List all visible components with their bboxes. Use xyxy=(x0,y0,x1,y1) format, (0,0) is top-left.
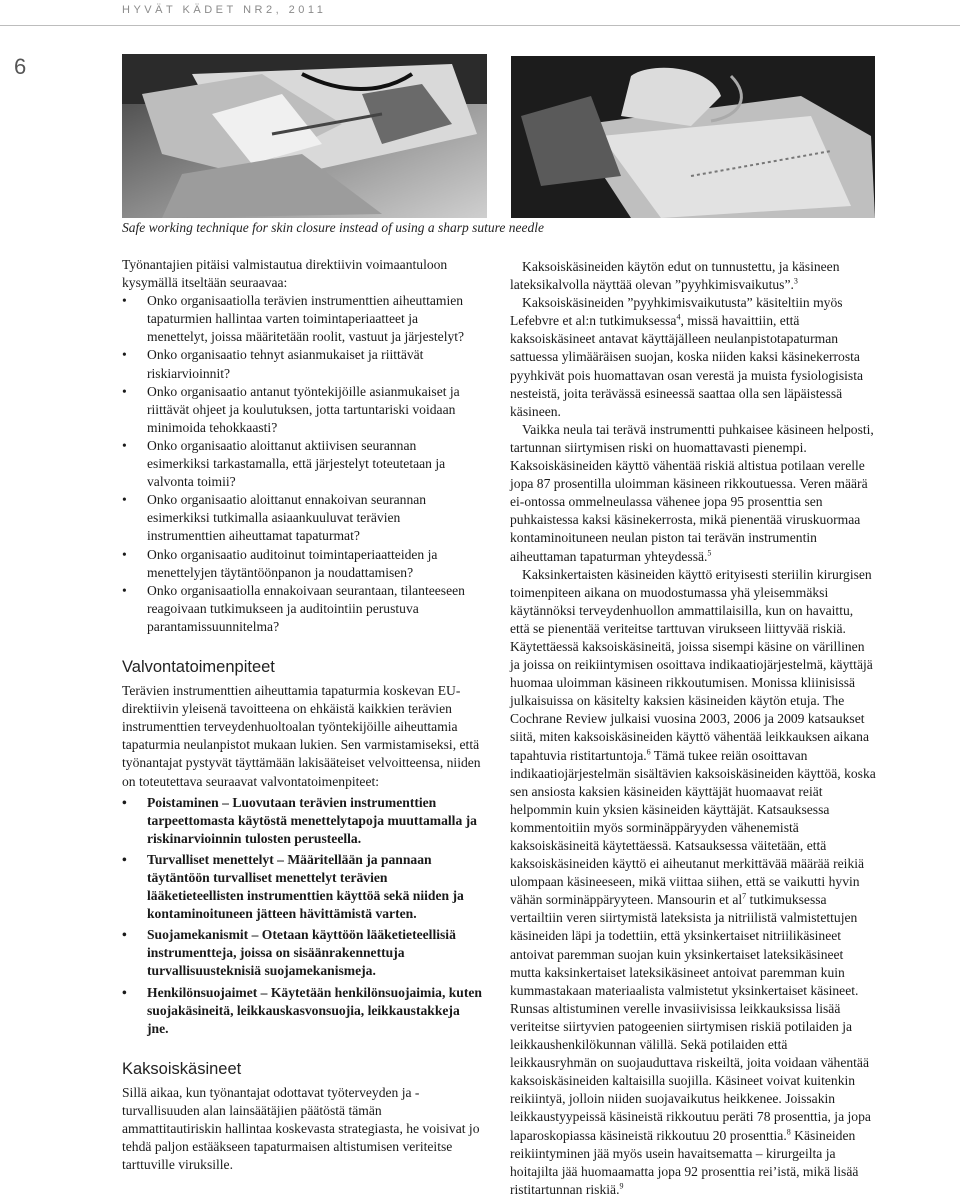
header-rule xyxy=(0,25,960,26)
footnote-ref: 4 xyxy=(676,312,681,322)
section-heading-valvontatoimenpiteet: Valvontatoimenpiteet xyxy=(122,657,275,676)
body-paragraph: Kaksinkertaisten käsineiden käyttö erityisesti steriilin kirurgisen toimenpiteen aikana on muodostumassa yhä yleisemmäksi käytännöksi terveydenhuollon ammattilaisilla, kun on havaittu, että se pienentää veriteitse tarttuvan virukseen liittyvää riskiä. Käytettäessä kaksoiskäsineitä, joissa sisempi käsine on värillinen ja joissa on reikiintymisen osoittava indikaatiojärjestelmä, käyttäjä huomaa uloimman käsineen rikkoutumisen. Monissa kliinisissä julkaisuissa on käsitelty kaksien käsineiden käytön etuja. The Cochrane Review julkaisi vuosina 2003, 2006 ja 2009 katsaukset siitä, miten kaksoiskäsineiden käyttö vähentää leikkauksen aikana tapahtuvia ristitartuntoja.$^6$ Tämä tukee reiän osoittavan indikaatiojärjestelmän sisältävien kaksoiskäsineiden käyttöä, koska sen ansiosta kaksien käsineiden käyttäjät huomaavat reiät helpommin kuin yksien käsineiden käyttäjät. Katsauksessa kommentoitiin myös sorminäppäryyden vähenemistä kaksoiskäsineitä käytettäessä. Katsauksessa väitetään, että kaksoiskäsineiden käyttö ei aiheutanut merkittävää määrää reikiä ulompaan käsineeseen, mikä viittaa siihen, että se vaikutti hyvin vähän sorminäppäryyteen. Mansourin et $al^7$ tutkimuksessa vertailtiin veren siirtymistä lateksista ja nitriilistä valmistettujen käsineiden läpi ja todettiin, että yksinkertaiset nitriilikäsineet antoivat paremman suojan kuin yksinkertaiset lateksikäsineet mutta kaksinkertaiset lateksikäsineet antoivat paremman kuin kummastakaan materiaalista valmistetut yksinkertaiset käsineet. Runsas altistuminen verelle invasiivisissa leikkauksissa lisää veriteitse siirtyvien patogeenien siirtymisen riskiä potilaiden ja leikkaushenkilökunnan välillä. Sekä potilaiden että leikkausryhmän on suojauduttava riskeiltä, joita voidaan vähentää kaksoiskäsineiden kaltaisilla suojilla. Käsineet voivat kuitenkin reikiintyä, jolloin niiden suojavaikutus heikkenee. Joissakin leikkaustyypeissä käsineistä rikkoutuu peräti 78 prosenttia, ja jopa laparoskopiassa käsineistä rikkoutuu 20 prosenttia.$^8$ Käsineiden reikiintyminen jää myös usein havaitsematta – kirurgeilta ja hoitajilta jää huomaamatta jopa 92 prosenttia rei’istä, mikä lisää ristitartunnan riskiä.$^9$ xyxy=(510,566,876,1197)
list-item: • Henkilönsuojaimet – Käytetään henkilönsuojaimia, kuten suojakäsineitä, leikkauskasvonsuojia, leikkaustakkeja jne. xyxy=(122,984,482,1036)
list-item: • Onko organisaatio aloittanut ennakoivan seurannan esimerkiksi tutkimalla asiaankuuluvat terävien instrumenttien aiheuttamat tapaturmat? xyxy=(122,492,427,544)
section-paragraph: Sillä aikaa, kun työnantajat odottavat työterveyden ja -turvallisuuden alan lainsäätäjien päätöstä tämän ammattitautiriskin hallintaa koskevasta strategiasta, he voisivat jo tehdä paljon estääkseen tapaturmaisen altistumisen veriteitse tarttuville viruksille. xyxy=(122,1084,480,1173)
list-item: • Onko organisaatio tehnyt asianmukaiset ja riittävät riskiarvioinnit? xyxy=(122,347,424,381)
footnote-ref: 8 xyxy=(786,1126,791,1136)
list-item: • Onko organisaatio auditoinut toimintaperiaatteiden ja menettelyjen täytäntöönpanon ja noudattamisen? xyxy=(122,546,438,580)
section-heading-kaksoiskasineet: Kaksoiskäsineet xyxy=(122,1059,242,1078)
list-item: • Onko organisaatio aloittanut aktiivisen seurannan esimerkiksi tarkastamalla, että järjestelyt toteutetaan ja valvonta toimii? xyxy=(122,437,446,490)
left-column xyxy=(122,256,482,1174)
footnote-ref: 7 xyxy=(742,891,747,901)
footnote-ref: 6 xyxy=(646,747,651,756)
list-item: • Poistaminen – Luovutaan terävien instrumenttien tarpeettomasta käytöstä menettelytapoja muuttamalla ja riskinarvioinnin tulosten perusteella. xyxy=(122,794,477,846)
body-paragraph: Vaikka neula tai terävä instrumentti puhkaisee käsineen helposti, tartunnan siirtymisen riski on huomattavasti pienempi. Kaksoiskäsineiden käyttö vähentää riskiä altistua potilaan verelle jopa 87 prosentilla uloimman käsineen rikkoutuessa. Veren määrä ei-ontossa ommelneulassa vähenee jopa 95 prosenttia sen puhkaistessa kaksi käsinekerrosta, mikä pienentää viruskuormaa kontaminoituneen neulan piston tai terävän instrumentin aiheuttaman tapaturman yhteydessä.$^5$ xyxy=(510,421,874,564)
surgical-skin-closure-photo xyxy=(122,54,487,218)
list-item: • Onko organisaatiolla ennakoivaan seurantaan, tilanteeseen reagoivaan tutkimukseen ja auditointiin perustuva parantamissuunnitelma? xyxy=(122,582,465,634)
running-header: HYVÄT KÄDET NR2, 2011 xyxy=(122,4,327,16)
page-number: 6 xyxy=(14,54,27,79)
body-paragraph: Kaksoiskäsineiden ”pyyhkimisvaikutusta” käsiteltiin myös Lefebvre et al:n tutkimuksessa$^4$, missä havaittiin, että kaksoiskäsineet antavat käyttäjälleen neulanpistotapaturman sattuessa ylimääräisen suojan, koska niiden kaksi käsinekerrosta pyyhkivät pois huomattavan osan verestä ja muista fysiologisista nesteistä, joita terävässä esineessä saattaa olla sen läpäistessä käsineen. xyxy=(510,295,863,419)
section-paragraph: Terävien instrumenttien aiheuttamia tapaturmia koskevan EU-direktiivin yleisenä tavoitteena on ehkäistä kaikkien terävien instrumenttien terveydenhuoltoalan työntekijöille aiheuttamia tapaturmia neulanpistot mukaan lukien. Sen varmistamiseksi, että työnantajat pystyvät täyttämään lakisääteiset velvoitteensa, niiden on toteutettava seuraavat valvontatoimenpiteet: xyxy=(122,683,481,789)
list-item: • Turvalliset menettelyt – Määritellään ja pannaan täytäntöön turvalliset menettelyt terävien lääketieteellisten instrumenttien käyttöä sekä niiden ja kontaminoituneen jätteen hävittämistä varten. xyxy=(122,851,464,922)
list-item: • Suojamekanismit – Otetaan käyttöön lääketieteellisiä instrumentteja, joissa on sisäänrakennettuja turvallisuusteknisiä suojamekanismeja. xyxy=(122,927,456,979)
footnote-ref: 5 xyxy=(707,547,712,557)
body-paragraph: Kaksoiskäsineiden käytön edut on tunnustettu, ja käsineen lateksikalvolla näyttää olevan ”pyyhkimisvaikutus”.$^3$ xyxy=(510,259,840,293)
measures-list xyxy=(122,794,482,1038)
footnote-ref: 3 xyxy=(793,276,798,286)
intro-paragraph: Työnantajien pitäisi valmistautua direktiivin voimaantuloon kysymällä itseltään seuraavaa: xyxy=(122,257,448,291)
suture-closure-photo xyxy=(511,56,875,218)
right-column xyxy=(510,258,876,1199)
question-list xyxy=(122,292,482,636)
footnote-ref: 9 xyxy=(619,1181,624,1191)
list-item: • Onko organisaatiolla terävien instrumenttien aiheuttamien tapaturmien hallintaa varten toimintaperiaatteet ja menettelyt, joissa määritetään roolit, vastuut ja järjestelyt? xyxy=(122,293,465,345)
list-item: • Onko organisaatio antanut työntekijöille asianmukaiset ja riittävät ohjeet ja koulutuksen, jotta tartuntariski voidaan minimoida tehokkaasti? xyxy=(122,383,460,435)
figure-caption: Safe working technique for skin closure instead of using a sharp suture needle xyxy=(122,220,544,235)
